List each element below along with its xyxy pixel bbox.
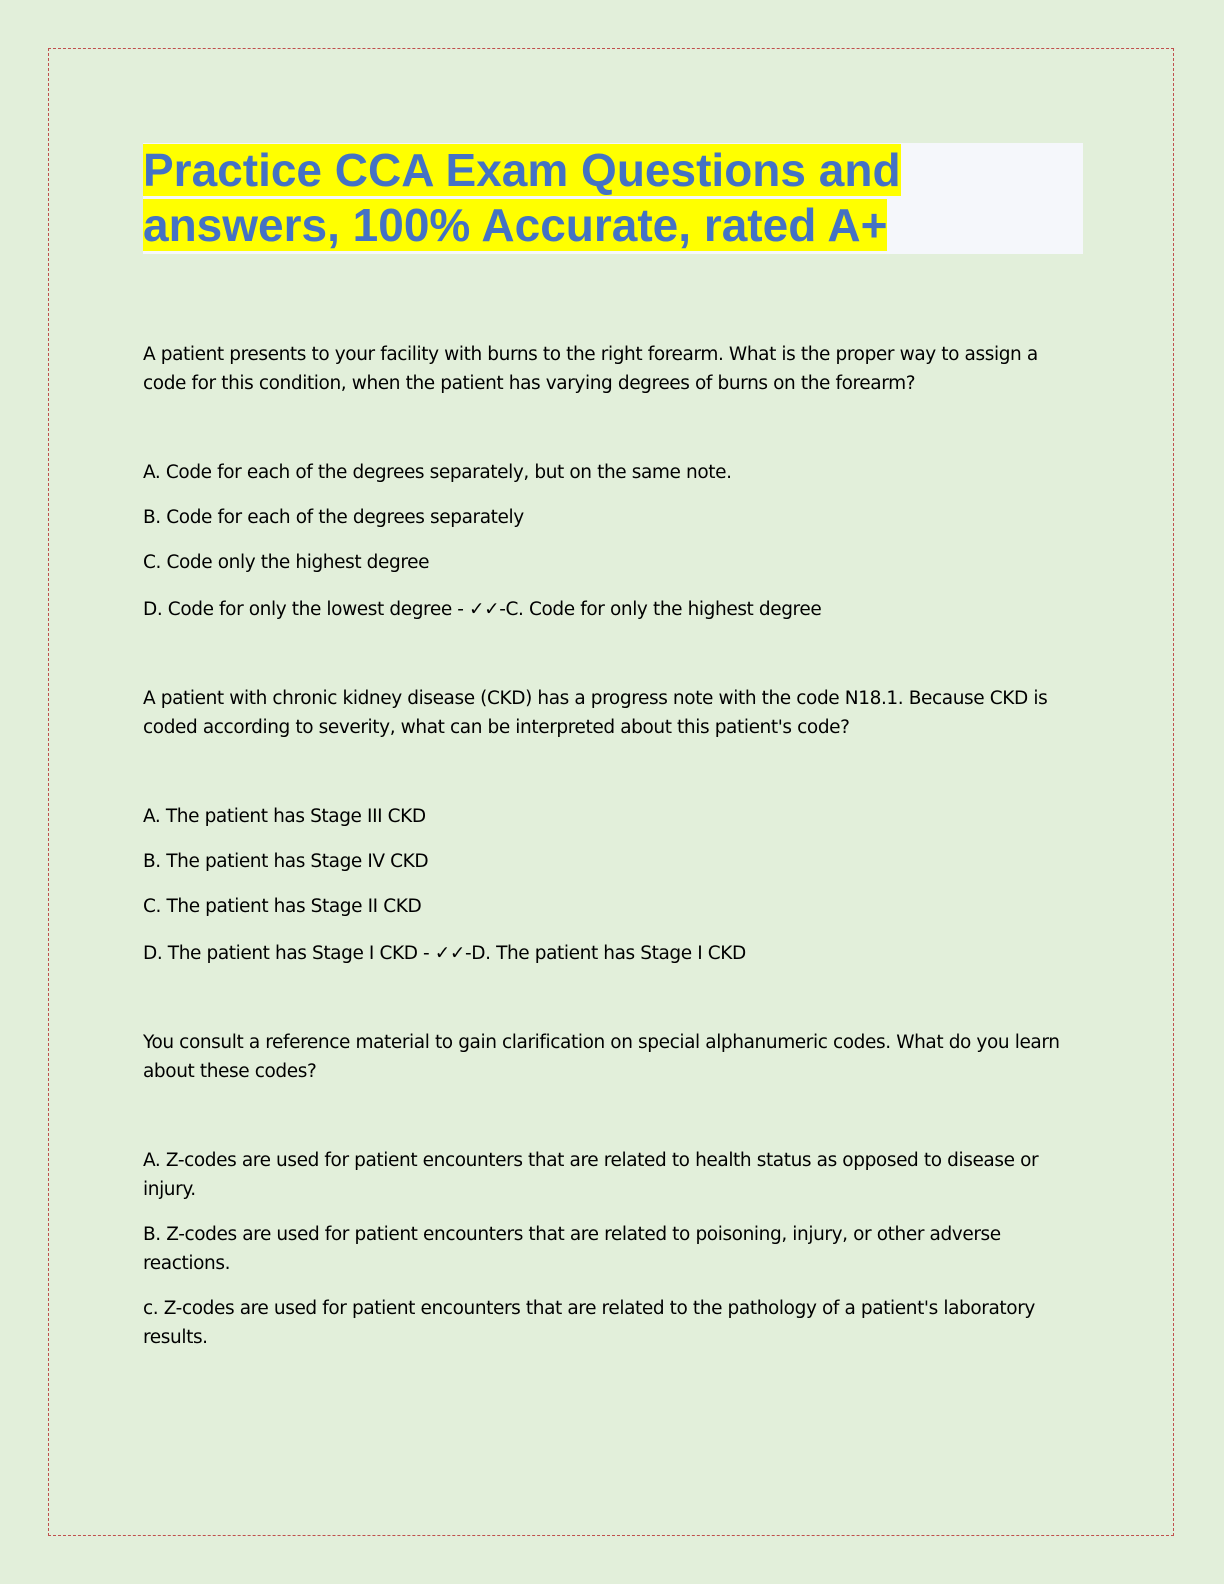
question-1: A patient presents to your facility with burns to the right forearm. What is the proper way to assign a code for this condition, when the patient has varying degrees of burns on the forearm?	[143, 344, 1038, 394]
title-line-2: answers, 100% Accurate, rated A+	[143, 199, 888, 251]
question-2-option-c: C. The patient has Stage II CKD	[143, 896, 422, 917]
question-3-option-a: A. Z-codes are used for patient encounters that are related to health status as opposed to disease or injury.	[143, 1150, 1039, 1200]
question-3: You consult a reference material to gain clarification on special alphanumeric codes. What do you learn about these codes?	[143, 1032, 1060, 1082]
question-1-option-c: C. Code only the highest degree	[143, 552, 430, 573]
question-3-option-c: c. Z-codes are used for patient encounters that are related to the pathology of a patient's laboratory results.	[143, 1298, 1035, 1348]
question-1-option-b: B. Code for each of the degrees separately	[143, 507, 524, 528]
title-line-1: Practice CCA Exam Questions and	[143, 144, 901, 196]
document-title	[143, 143, 1083, 253]
question-2: A patient with chronic kidney disease (CKD) has a progress note with the code N18.1. Because CKD is coded according to severity, what can be interpreted about this patient's code?	[143, 688, 1048, 738]
question-1-option-d-answer: D. Code for only the lowest degree - ✓✓-C. Code for only the highest degree	[143, 599, 822, 620]
document-body	[143, 340, 1083, 1352]
question-2-option-d-answer: D. The patient has Stage I CKD - ✓✓-D. The patient has Stage I CKD	[143, 943, 746, 964]
question-3-option-b: B. Z-codes are used for patient encounters that are related to poisoning, injury, or other adverse reactions.	[143, 1224, 1001, 1274]
question-2-option-b: B. The patient has Stage IV CKD	[143, 851, 429, 872]
question-1-option-a: A. Code for each of the degrees separately, but on the same note.	[143, 462, 732, 483]
question-2-option-a: A. The patient has Stage III CKD	[143, 806, 426, 827]
